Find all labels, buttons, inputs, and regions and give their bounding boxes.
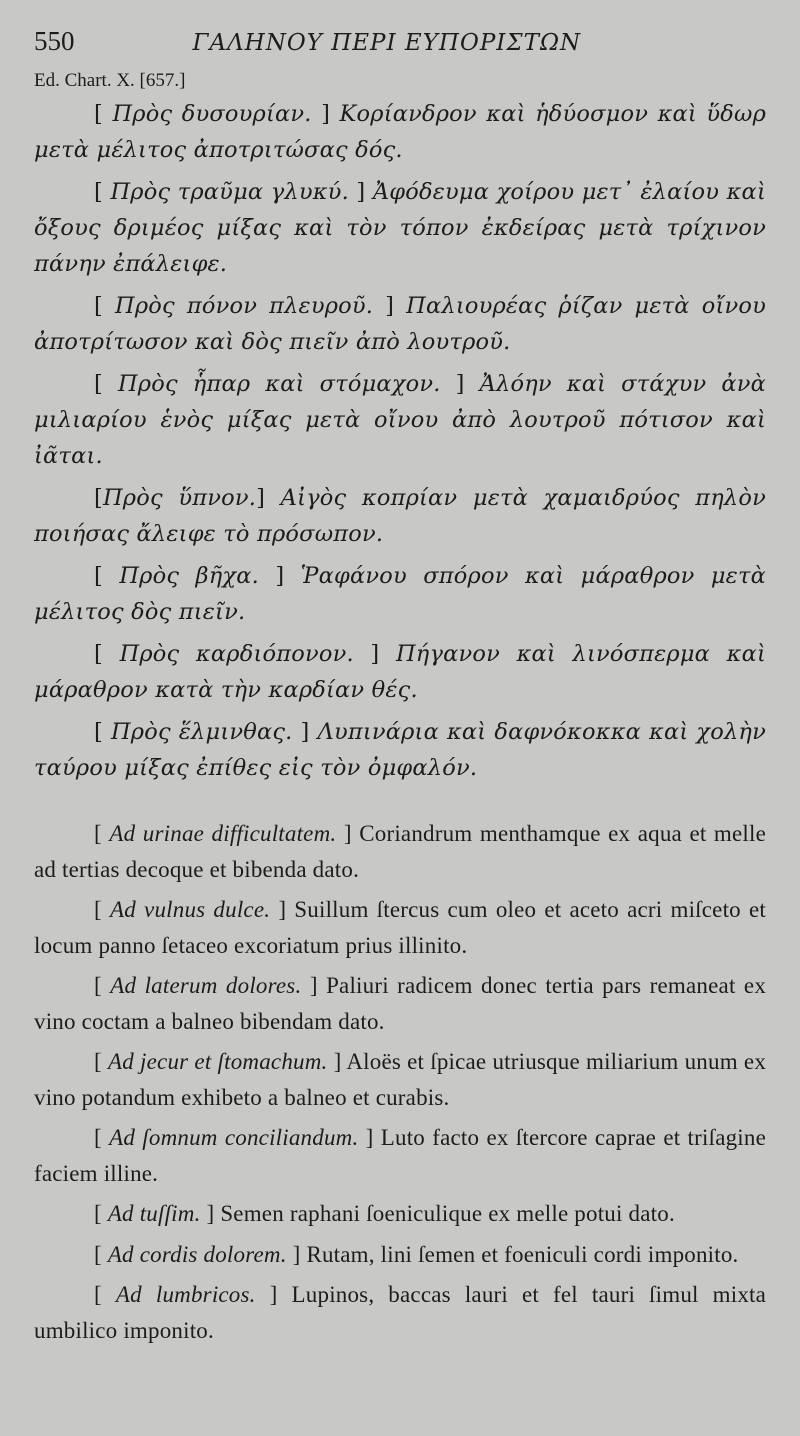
running-title: ΓΑΛΗΝΟΥ ΠΕΡΙ ΕΥΠΟΡΙΣΤΩΝ <box>192 30 582 56</box>
greek-paragraph: [ Πρὸς ἕλμινθας. ] Λυπινάρια καὶ δαφνόκοκκα καὶ χολὴν ταύρου μίξας ἐπίθες εἰς τὸν ὀμφαλόν. <box>34 719 766 781</box>
remedy-heading: Πρὸς δυσουρίαν. <box>112 101 312 127</box>
remedy-text: Λυπινάρια καὶ δαφνόκοκκα καὶ χολὴν ταύρου μίξας ἐπίθες εἰς τὸν ὀμφαλόν. <box>34 719 766 781</box>
remedy-heading: Πρὸς ἧπαρ καὶ στόμαχον. <box>117 371 441 397</box>
remedy-text: Semen raphani ſoeniculique ex melle potui dato. <box>220 1201 675 1226</box>
remedy-heading: Ad ſomnum conciliandum. <box>109 1125 359 1150</box>
remedy-heading: Ad vulnus dulce. <box>109 897 271 922</box>
remedy-text: Παλιουρέας ῥίζαν μετὰ οἴνου ἀποτρίτωσον καὶ δὸς πιεῖν ἀπὸ λουτροῦ. <box>34 293 766 355</box>
latin-paragraph: [ Ad laterum dolores. ] Paliuri radicem donec tertia pars remaneat ex vino coctam a balneo bibendam dato. <box>34 973 767 1034</box>
remedy-text: Αἰγὸς κοπρίαν μετὰ χαμαιδρύος πηλὸν ποιήσας ἄλειφε τὸ πρόσωπον. <box>34 485 766 547</box>
remedy-heading: Πρὸς καρδιόπονον. <box>119 641 354 667</box>
remedy-text: Ἀλόην καὶ στάχυν ἀνὰ μιλιαρίου ἑνὸς μίξας μετὰ οἴνου ἀπὸ λουτροῦ πότισον καὶ ἰᾶται. <box>34 371 766 469</box>
remedy-heading: Ad laterum dolores. <box>110 973 302 998</box>
remedy-text: Ἀφόδευμα χοίρου μετ᾽ ἐλαίου καὶ ὄξους δριμέος μίξας καὶ τὸν τόπον ἐκδείρας μετὰ τρίχινον πάνην ἐπάλειφε. <box>34 179 766 277</box>
remedy-text: Aloës et ſpicae utriusque miliarium unum ex vino potandum exhibeto a balneo et curabis. <box>34 1049 767 1110</box>
remedy-text: Πήγανον καὶ λινόσπερμα καὶ μάραθρον κατὰ τὴν καρδίαν θές. <box>34 641 767 703</box>
remedy-heading: Πρὸς βῆχα. <box>119 563 259 589</box>
latin-paragraph: [ Ad ſomnum conciliandum. ] Luto facto ex ſtercore caprae et triſagine faciem illine. <box>34 1125 766 1186</box>
remedy-text: Rutam, lini ſemen et foeniculi cordi imponito. <box>306 1241 739 1267</box>
latin-paragraph: [ Ad cordis dolorem. ] Rutam, lini ſemen et foeniculi cordi imponito. <box>94 1241 739 1267</box>
latin-paragraph: [ Ad vulnus dulce. ] Suillum ſtercus cum oleo et aceto acri miſceto et locum panno ſetaceo excoriatum prius illinito. <box>34 897 766 958</box>
greek-text <box>34 96 766 786</box>
remedy-text: Lupinos, baccas lauri et fel tauri ſimul mixta umbilico imponito. <box>34 1282 767 1343</box>
remedy-heading: Ad lumbricos. <box>115 1282 256 1307</box>
latin-translation <box>34 816 766 1348</box>
page-number: 550 <box>34 26 75 56</box>
remedy-text: Suillum ſtercus cum oleo et aceto acri miſceto et locum panno ſetaceo excoriatum prius illinito. <box>34 897 766 958</box>
greek-paragraph: [ Πρὸς καρδιόπονον. ] Πήγανον καὶ λινόσπερμα καὶ μάραθρον κατὰ τὴν καρδίαν θές. <box>34 641 767 703</box>
remedy-text: Luto facto ex ſtercore caprae et triſagine faciem illine. <box>34 1125 766 1186</box>
greek-paragraph: [ Πρὸς τραῦμα γλυκύ. ] Ἀφόδευμα χοίρου μετ᾽ ἐλαίου καὶ ὄξους δριμέος μίξας καὶ τὸν τόπον ἐκδείρας μετὰ τρίχινον πάνην ἐπάλειφε. <box>34 179 766 277</box>
remedy-heading: Ad cordis dolorem. <box>107 1241 287 1267</box>
remedy-text: Κορίανδρον καὶ ἡδύοσμον καὶ ὕδωρ μετὰ μέλιτος ἀποτριτώσας δός. <box>34 101 767 163</box>
remedy-text: Coriandrum menthamque ex aqua et melle ad tertias decoque et bibenda dato. <box>34 821 767 882</box>
running-head <box>34 26 766 66</box>
greek-paragraph: [ Πρὸς βῆχα. ] Ῥαφάνου σπόρον καὶ μάραθρον μετὰ μέλιτος δὸς πιεῖν. <box>34 563 766 625</box>
remedy-heading: Πρὸς πόνον πλευροῦ. <box>115 293 374 319</box>
greek-paragraph: [ Πρὸς δυσουρίαν. ] Κορίανδρον καὶ ἡδύοσμον καὶ ὕδωρ μετὰ μέλιτος ἀποτριτώσας δός. <box>34 101 767 163</box>
latin-paragraph: [ Ad jecur et ſtomachum. ] Aloës et ſpicae utriusque miliarium unum ex vino potandum exhibeto a balneo et curabis. <box>34 1049 767 1110</box>
remedy-heading: Ad jecur et ſtomachum. <box>107 1049 328 1074</box>
remedy-text: Paliuri radicem donec tertia pars remaneat ex vino coctam a balneo bibendam dato. <box>34 973 767 1034</box>
latin-paragraph: [ Ad urinae difficultatem. ] Coriandrum menthamque ex aqua et melle ad tertias decoque et bibenda dato. <box>34 821 767 882</box>
greek-paragraph: [Πρὸς ὕπνον.] Αἰγὸς κοπρίαν μετὰ χαμαιδρύος πηλὸν ποιήσας ἄλειφε τὸ πρόσωπον. <box>34 485 766 547</box>
greek-paragraph: [ Πρὸς πόνον πλευροῦ. ] Παλιουρέας ῥίζαν μετὰ οἴνου ἀποτρίτωσον καὶ δὸς πιεῖν ἀπὸ λουτροῦ. <box>34 293 766 355</box>
remedy-text: Ῥαφάνου σπόρον καὶ μάραθρον μετὰ μέλιτος δὸς πιεῖν. <box>34 563 766 625</box>
latin-paragraph: [ Ad lumbricos. ] Lupinos, baccas lauri et fel tauri ſimul mixta umbilico imponito. <box>34 1282 767 1343</box>
remedy-heading: Πρὸς τραῦμα γλυκύ. <box>110 179 349 205</box>
remedy-heading: Πρὸς ὕπνον. <box>102 485 257 511</box>
edition-reference: Ed. Chart. X. [657.] <box>34 70 186 91</box>
remedy-heading: Ad urinae difficultatem. <box>109 821 337 846</box>
greek-paragraph: [ Πρὸς ἧπαρ καὶ στόμαχον. ] Ἀλόην καὶ στάχυν ἀνὰ μιλιαρίου ἑνὸς μίξας μετὰ οἴνου ἀπὸ λουτροῦ πότισον καὶ ἰᾶται. <box>34 371 766 469</box>
remedy-heading: Πρὸς ἕλμινθας. <box>110 719 293 745</box>
latin-paragraph: [ Ad tuſſim. ] Semen raphani ſoeniculique ex melle potui dato. <box>94 1201 675 1226</box>
remedy-heading: Ad tuſſim. <box>107 1201 201 1226</box>
